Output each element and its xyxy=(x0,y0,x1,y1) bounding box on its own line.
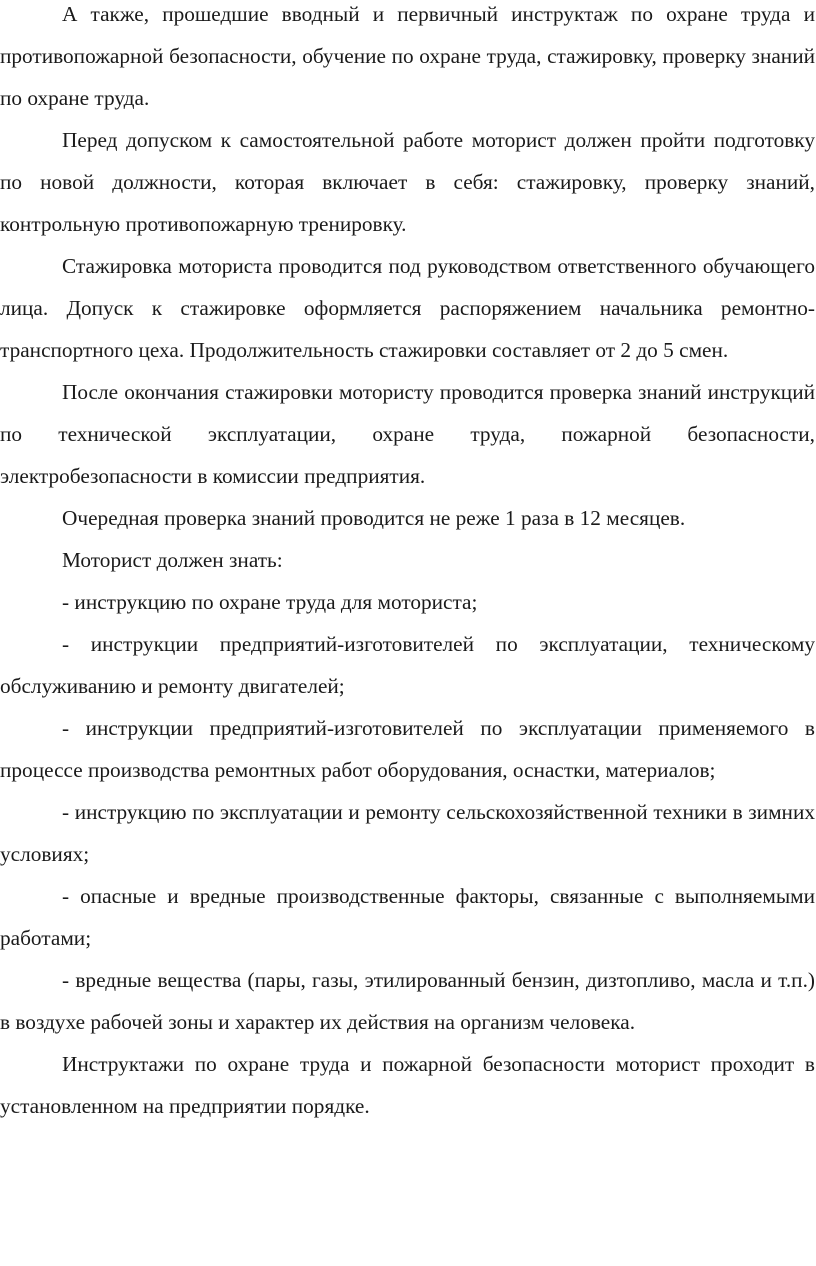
paragraph-internship: Стажировка моториста проводится под руководством ответственного обучающего лица. Допуск к стажировке оформляется распоряжением начальника ремонтно-транспортного цеха. Продолжительность стажировки составляет от 2 до 5 смен. xyxy=(0,254,815,362)
list-item: - инструкцию по охране труда для моториста; xyxy=(62,590,478,614)
paragraph-briefings: Инструктажи по охране труда и пожарной безопасности моторист проходит в установленном на предприятии порядке. xyxy=(0,1052,815,1118)
paragraph-admission: Перед допуском к самостоятельной работе моторист должен пройти подготовку по новой должности, которая включает в себя: стажировку, проверку знаний, контрольную противопожарную тренировку. xyxy=(0,128,815,236)
paragraph-must-know: Моторист должен знать: xyxy=(62,548,283,572)
list-item: - инструкцию по эксплуатации и ремонту сельскохозяйственной техники в зимних условиях; xyxy=(0,800,815,866)
paragraph-knowledge-check: После окончания стажировки мотористу проводится проверка знаний инструкций по технической эксплуатации, охране труда, пожарной безопасности, электробезопасности в комиссии предприятия. xyxy=(0,380,815,488)
list-item: - инструкции предприятий-изготовителей по эксплуатации, техническому обслуживанию и ремонту двигателей; xyxy=(0,632,815,698)
paragraph-intro: А также, прошедшие вводный и первичный инструктаж по охране труда и противопожарной безопасности, обучение по охране труда, стажировку, проверку знаний по охране труда. xyxy=(0,2,815,110)
list-item: - опасные и вредные производственные факторы, связанные с выполняемыми работами; xyxy=(0,884,815,950)
paragraph-periodic-check: Очередная проверка знаний проводится не реже 1 раза в 12 месяцев. xyxy=(62,506,686,530)
list-item: - вредные вещества (пары, газы, этилированный бензин, дизтопливо, масла и т.п.) в воздухе рабочей зоны и характер их действия на организм человека. xyxy=(0,968,815,1034)
list-item: - инструкции предприятий-изготовителей по эксплуатации применяемого в процессе производства ремонтных работ оборудования, оснастки, материалов; xyxy=(0,716,815,782)
